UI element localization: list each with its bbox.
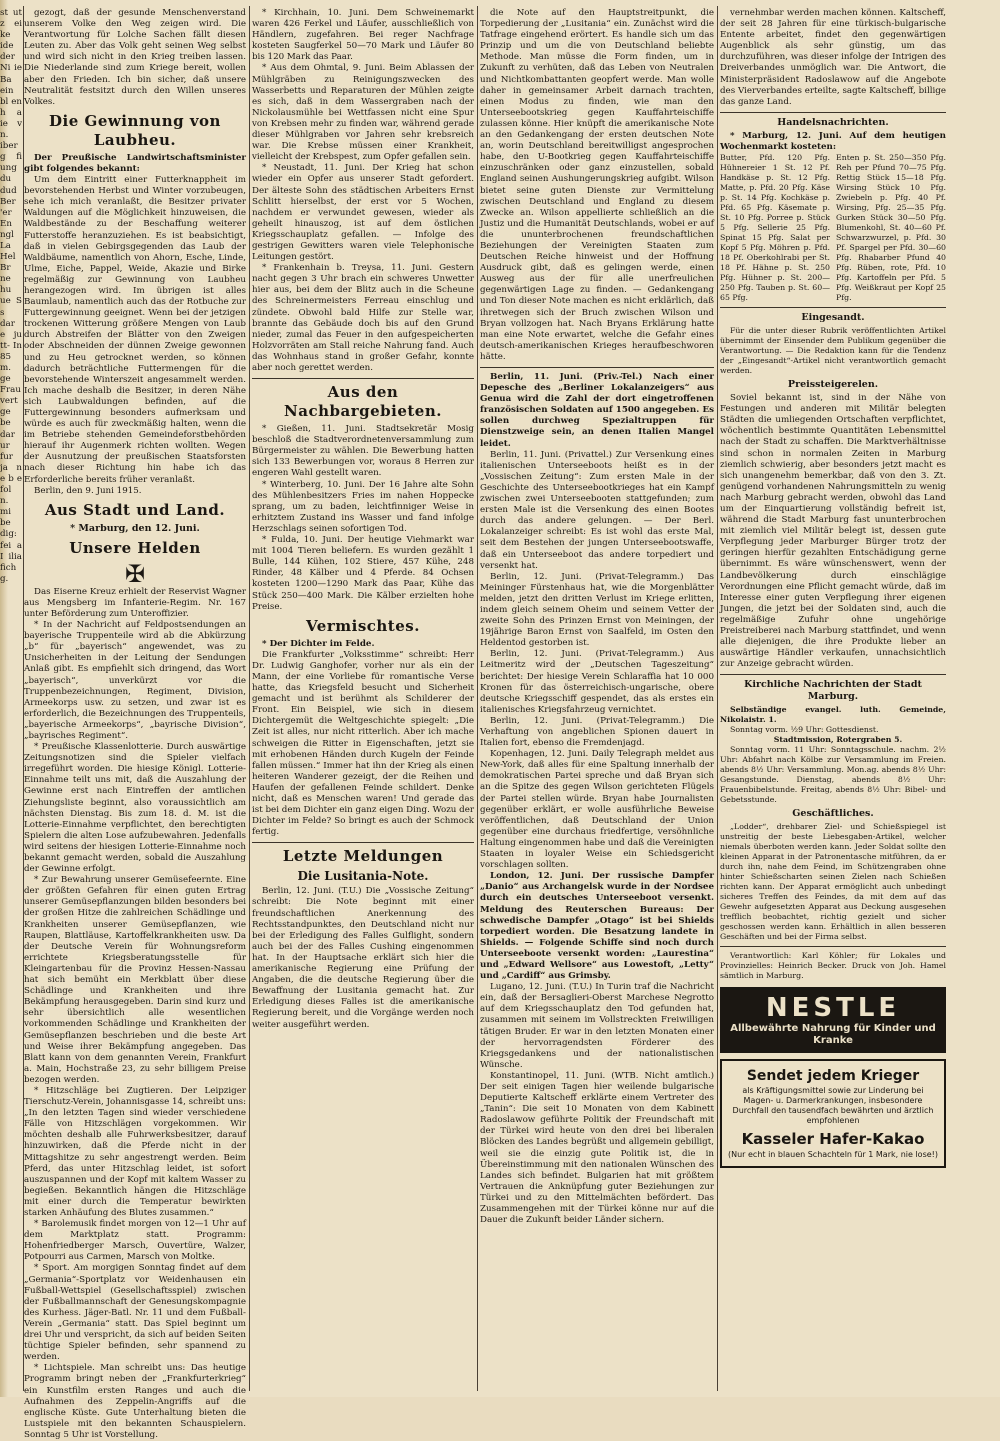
column-4 [720, 8, 946, 1389]
dateline-marburg: * Marburg, den 12. Juni. [70, 522, 200, 534]
divider [252, 378, 474, 379]
market-prices-right: Enten p. St. 250—350 Pfg. Reh per Pfund 70—75 Pfg. Rettig Stück 15—18 Pfg. Wirsing Stück 10 Pfg. Zwiebeln p. Pfg. 40 Pf. Wirsing, Pfg. 25—35 Pfg. Gurken Stück 30—50 Pfg. Blumenkohl, St. 40—60 Pf. Schwarzwurzel, p. Pfd. 30 Pf. Spargel per Pfd. 30—60 Pfg. Rhabarber Pfund 40 Pfg. Rüben, rote, Pfd. 10 Pfg. Kartoffeln per Pfd. 5 Pfg. Weißkraut per Kopf 25 Pfg. [836, 153, 946, 303]
sport-text: * Sport. Am morgigen Sonntag findet auf dem „Germania“-Sportplatz vor Weidenhausen ein Fußball-Wettspiel (Gesellschaftsspiel) zwischen der Fußballmannschaft der Genesungskompagnie des Kurhess. Jäger-Batl. Nr. 11 und dem Fußball-Verein „Germania“ statt. Das Spiel beginnt um drei Uhr und verspricht, da sich auf beiden Seiten tüchtige Spieler befinden, sehr spannend zu werden. [24, 1263, 246, 1363]
kirch1-title: Selbständige evangel. luth. Gemeinde, Nikolaistr. 1. [720, 705, 946, 725]
column-2 [252, 8, 474, 1389]
kirchhain-text: * Kirchhain, 10. Juni. Dem Schweinemarkt waren 426 Ferkel und Läufer, ausschließlich von Händlern, zugefahren. Bei reger Nachfrage kosteten Saugferkel 50—70 Mark und Läufer 80 bis 120 Mark das Paar. [252, 8, 474, 63]
kirch2-text: Sonntag vorm. 11 Uhr: Sonntagsschule. nachm. 2½ Uhr: Abfahrt nach Kölbe zur Versammlung im Freien. abends 8½ Uhr: Versammlung. Mon.ag. abends 8½ Uhr: Gesangstunde. Dienstag, abends 8½ Uhr: Frauenbibelstunde. Freitag, abends 8½ Uhr: Bibel- und Gebetsstunde. [720, 745, 946, 805]
dichter-text: Die Frankfurter „Volksstimme“ schreibt: Herr Dr. Ludwig Ganghofer, vorher nur als ein der Mann, der eine Vorliebe für romantische Verse hatte, das Kriegsfeld besucht und Sicherheit gemacht und ist berühmt als Schilderer der Front. Ein Beispiel, wie sich in diesem Dichtergemüt die Weltgeschichte spiegelt: „Die Zeit ist alles, nur nicht ritterlich. Aber ich mache schweigen die Ritter in Eigenschaften, jetzt sie mit erhobenen Händen durch Kugeln der Feinde fallen müssen.“ Immer hat ihn der Krieg als einen heiteren Wanderer gezeigt, der die Reihen und Haufen der gefallenen Feinde schildert. Denke nicht, daß es Menschen waren! Und gerade das ist bei dem Dichter ein ganz eigen Ding. Wozu der Dichter im Felde? So bringt es auch der Schmock fertig. [252, 649, 474, 838]
headline-stadt-land: Aus Stadt und Land. [44, 500, 226, 519]
neustadt-text: * Neustadt, 11. Juni. Der Krieg hat schon wieder ein Opfer aus unserer Stadt gefordert. Der älteste Sohn des städtischen Arbeiters Ernst Schlitt hierselbst, der erst vor 5 Wochen, nachdem er verwundet gewesen, wieder als geheilt hinauszog, ist auf dem östlichen Kriegsschauplatz gefallen. — Infolge des gestrigen Gewitters waren viele Telephonische Leitungen gestört. [252, 163, 474, 263]
fragment-text: st ut z ei ke ide der Ni ie Ba ein bl en h a ie v n. iber g fi ung du dud Ber 'er En ngl La Hel Br ne hu ue S s dar e ju tt- In 85 m. ge Frau vert ge be dar ur fur ja n e b e fol n. mi be dig: fei a I ilia fich g. [0, 8, 22, 584]
headline-kirchliche: Kirchliche Nachrichten der Stadt Marburg. [744, 679, 922, 703]
lotterie-text: * Preußische Klassenlotterie. Durch auswärtige Zeitungsnotizen sind die Spieler vielfach irregeführt worden. Die hiesige Königl. Lotterie-Einnahme teilt uns mit, daß die Auszahlung der Gewinne erst nach Eintreffen der amtlichen Ziehungsliste beginnt, also voraussichtlich am nächsten Dienstag. Bis zum 18. d. M. ist die Lotterie-Einnahme verpflichtet, den berechtigten Spielern die alten Lose aufzubewahren. Jedenfalls wird seitens der hiesigen Lotterie-Einnahme noch bekannt gemacht werden, sobald die Auszahlung der Gewinne erfolgt. [24, 742, 246, 875]
kakao-brand: Kasseler Hafer-Kakao [741, 1130, 925, 1149]
iron-cross-icon: ✠ [124, 559, 146, 588]
headline-laubheu: Die Gewinnung von Laubheu. [49, 111, 221, 149]
divider [720, 112, 946, 113]
markt-head: * Marburg, 12. Juni. Auf dem heutigen Wochenmarkt kosteten: [720, 130, 946, 152]
divider [480, 367, 714, 368]
kirch1-text: Sonntag vorm. ½9 Uhr: Gottesdienst. [730, 725, 879, 735]
dichter-subhead: * Der Dichter im Felde. [262, 638, 375, 649]
gesch-text: „Lodder“, drehbarer Ziel- und Schießspiegel ist unstreitig der beste Liebesgaben-Artikel, welcher niemals überboten werden kann. Jeder Soldat sollte den kleinen Apparat in der Patronentasche mitführen, da er durch ihn, nahe dem Feind, im Schützengraben ohne hinter Schießscharten seinen Zielen nach Schießen richten kann. Der Apparat ermöglicht auch unbedingt sicheres Treffen des Feindes, da mit dem auf das Gewehr aufgesetzten Apparat aus Deckung ausgesehen trefflich beobachtet, richtig gezielt und sicher geschossen werden kann. Erhältlich in allen besseren Geschäften und bei der Firma selbst. [720, 822, 946, 942]
column-3 [480, 8, 714, 1389]
kakao-ad [720, 1059, 946, 1167]
headline-eingesandt: Eingesandt. [801, 312, 865, 324]
divider [720, 307, 946, 308]
lugano-text: Lugano, 12. Juni. (T.U.) In Turin traf die Nachricht ein, daß der Bersaglieri-Oberst Marchese Negrotto auf dem Kriegsschauplatz den Tod gefunden hat, zusammen mit seinem im Vollstreckten Freiwilligen tätigen Bruder. Er war in den letzten Monaten einer der hervorragendsten Förderer des Kriegsgedankens und der nationalistischen Wünsche. [480, 982, 714, 1070]
column-rule [477, 6, 478, 1391]
column-rule [249, 6, 250, 1391]
headline-vermischtes: Vermischtes. [306, 616, 420, 635]
laub-text: Um dem Eintritt einer Futterknappheit im bevorstehenden Herbst und Winter vorzubeugen, sehe ich mich veranlaßt, die Besitzer privater Waldungen auf die Möglichkeit hinzuweisen, die Waldbestände zu der Beschaffung weiterer Futterstoffe heranzuziehen. Es ist beabsichtigt, daß in vielen Gebirgsgegenden das Laub der Waldbäume, namentlich von Ahorn, Esche, Linde, Ulme, Eiche, Pappel, Weide, Akazie und Birke regelmäßig zur Gewinnung von Laubheu herangezogen wird. Im übrigen ist alles Baumlaub, namentlich auch das der Rotbuche zur Futtergewinnung geeignet. Wenn bei der jetzigen trockenen Witterung größere Mengen von Laub durch Abstreifen der Blätter von den Zweigen oder Abschneiden der dünnen Zweige gewonnen und zu Heu getrocknet werden, so können dadurch beträchtliche Futtermengen für die bevorstehende Winterszeit angesammelt werden. Ich mache deshalb die Besitzer, in deren Nähe sich Laubwaldungen befinden, auf die Futtergewinnung besonders aufmerksam und würde es auch für zweckmäßig halten, wenn die im Betriebe stehenden Gemeindeforstbehörden hierauf ihr Augenmerk richten wollten. Wegen der Ausnutzung der preußischen Staatsforsten nach dieser Richtung hin habe ich das Erforderliche bereits früher veranlaßt. [24, 175, 246, 485]
barole-text: * Barolemusik findet morgen von 12—1 Uhr auf dem Marktplatz statt. Programm: Hohenfriedberger Marsch, Ouvertüre, Walzer, Potpourri aus Carmen, Marsch von Moltke. [24, 1219, 246, 1263]
nestle-slogan: Allbewährte Nahrung für Kinder und Kranke [730, 1023, 936, 1047]
kakao-note: (Nur echt in blauen Schachteln für 1 Mark, nie lose!) [728, 1149, 938, 1159]
headline-handelsnachrichten: Handelsnachrichten. [777, 116, 889, 128]
col3-lead: die Note auf den Hauptstreitpunkt, die Torpedierung der „Lusitania“ ein. Zunächst wird die Tatfrage eingehend erörtert. Es handle sich um das Prinzip und um die von Deutschland beliebte Methode. Man müsse die Form finden, um in Zukunft zu verhüten, daß das Leben von Neutralen und Nichtkombattanten geopfert werde. Man wolle daher in gemeinsamer Arbeit darnach trachten, einen Modus zu finden, wie man den Unterseebootskrieg gegen Kauffahrteischiffe zulassen könne. Hier knüpft die amerikanische Note an den Gedankengang der ersten deutschen Note an, worin Deutschland bereitwilligst angesprochen habe, den U-Bootkrieg gegen Kauffahrteischiffe einzuschränken oder ganz einzustellen, sobald England seinen Aushungerungskrieg aufgibt. Wilson bietet seine guten Dienste zur Vermittelung zwischen Deutschland und England zu diesem Zwecke an. Wilson appellierte schließlich an die Justiz und die Humanität Deutschlands, wobei er auf die ununterbrochenen freundschaftlichen Beziehungen der Vereinigten Staaten zum Deutschen Reiche hinweist und der Hoffnung Ausdruck gibt, daß es gelingen werde, einen Ausweg aus der für alle unerfreulichen gegenwärtigen Lage zu finden. — Gedankengang und Ton dieser Note machen es nicht erklärlich, daß ihretwegen sich der Bruch zwischen Wilson und Bryan vollzogen hat. Nach Bryans Erklärung hatte man eine Note erwartet, welche die Gefahr eines deutsch-amerikanischen Krieges heraufbeschworen hätte. [480, 8, 714, 362]
lusitania-text: Berlin, 12. Juni. (T.U.) Die „Vossische Zeitung“ schreibt: Die Note beginnt mit einer freundschaftlichen Anerkennung des Rechtsstandpunktes, den Deutschland nicht nur bei der Erledigung des Falles Gulflight, sondern auch bei der des Falles Cushing eingenommen hat. In der Hauptsache erklärt sich hier die amerikanische Regierung eine Prüfung der Angaben, die die deutsche Regierung über die Bewaffnung der Lusitania gemacht hat. Zur Erledigung dieses Falles ist die amerikanische Regierung bereit, und die Vorgänge werden noch weiter ausgeführt werden. [252, 886, 474, 1030]
winterberg-text: * Winterberg, 10. Juni. Der 16 Jahre alte Sohn des Mühlenbesitzers Fries im nahen Hoppecke sprang, um zu baden, leichtfinniger Weise in erhitztem Zustand ins Wasser und fand infolge Herzschlags seinen sofortigen Tod. [252, 479, 474, 534]
divider [720, 674, 946, 675]
nestle-logo: NESTLE [765, 993, 901, 1024]
nestle-ad [720, 987, 946, 1053]
laub-date: Berlin, den 9. Juni 1915. [34, 485, 142, 496]
berlin5-text: Berlin, 12. Juni. (Privat-Telegramm.) Die Verhaftung von angeblichen Spionen dauert in Italien fort, ebenso die Fremdenjagd. [480, 715, 714, 749]
fulda-text: * Fulda, 10. Juni. Der heutige Viehmarkt war mit 1004 Tieren beliefern. Es wurden gezählt 1 Bulle, 144 Kühen, 102 Stiere, 457 Kühe, 248 Rinder, 48 Kälber und 4 Pferde. 84 Ochsen kosteten 1200—1290 Mark das Paar, Kühe das Stück 250—400 Mark. Die Kälber erzielten hohe Preise. [252, 535, 474, 612]
berlin3-text: Berlin, 12. Juni. (Privat-Telegramm.) Das Meininger Fürstenhaus hat, wie die Morgenblätter melden, jetzt den dritten Verlust im Kriege erlitten, indem gleich seinem Oheim und seinem Vetter der zweite Sohn des Prinzen Ernst von Meiningen, der 19jährige Baron Ernst von Saalfeld, im Osten den Heldentod gestorben ist. [480, 571, 714, 649]
divider [252, 842, 474, 843]
headline-preissteigerung: Preissteigerelen. [787, 379, 879, 391]
headline-lusitania-note: Die Lusitania-Note. [297, 869, 429, 884]
col4-lead: vernehmbar werden machen können. Kaltscheff, der seit 28 Jahren für eine türkisch-bulgarische Entente arbeitet, findet den gegenwärtigen Augenblick als sehr günstig, um das durchzuführen, was dieser infolge der Intrigen des Dreiverbandes unmöglich war. Die Antwort, die Ministerpräsident Radoslawow auf die Angebote des Vierverbandes erteilte, sagte Kaltscheff, billige das ganze Land. [720, 8, 946, 107]
helden-text: Das Eiserne Kreuz erhielt der Reservist Wagner aus Mengsberg im Infanterie-Regim. Nr. 167 unter Beförderung zum Unteroffizier. [24, 586, 246, 619]
market-prices [720, 153, 946, 303]
depesche-text: Berlin, 11. Juni. (Priv.-Tel.) Nach einer Depesche des „Berliner Lokalanzeigers“ aus Genua wird die Zahl der dort eingetroffenen französischen Soldaten auf 1500 angegeben. Es sollen durchweg Spezialtruppen für Dienstzweige sein, an denen Italien Mangel leidet. [480, 372, 714, 449]
preis-text: Soviel bekannt ist, sind in der Nähe von Festungen und anderen mit Militär belegten Städten die umliegenden Ortschaften verpflichtet, wöchentlich bestimmte Quantitäten Lebensmittel nach der Stadt zu schaffen. Die Marktverhältnisse sind schon in normalen Zeiten in Marburg ziemlich schwierig, aber besonders jetzt macht es sich unangenehm bemerkbar, daß von den 3. Zt. genügend vorhandenen Nahrungsmitteln zu wenig nach Marburg gebracht werden, obwohl das Land um der Einquartierung vollständig befreit ist, während die Stadt Marburg fast ununterbrochen mit ziemlich viel Militär belegt ist, dessen gute Verpflegung jeder Marburger Bürger trotz der geringen hierfür gezahlten Entschädigung gerne übernimmt. Es wäre wünschenswert, wenn der Landbevölkerung durch einschlägige Verordnungen eine Pflicht gemacht würde, daß im Interesse einer guten Verpflegung ihrer eigenen Jungen, die jetzt bei der Soldaten sind, auch die regelmäßige Zufuhr ohne ungehörige Preistreiberei nach Marburg stattfindet, und wenn alle diejenigen, die ihre Produkte lieber an auswärtige Händler verkaufen, unnachsichtlich zur Anzeige gebracht würden. [720, 393, 946, 670]
treysa-text: * Frankenhain b. Treysa, 11. Juni. Gestern nacht gegen 3 Uhr brach ein schweres Unwetter hier aus, bei dem der Blitz auch in die Scheune des Schreinermeisters Ferreau einschlug und zündete. Obwohl bald Hilfe zur Stelle war, brannte das Gebäude doch bis auf den Grund nieder, zumal das Feuer in den aufgespeicherten Holzvorräten am Stall reiche Nahrung fand. Auch das Wohnhaus stand in großer Gefahr, konnte aber noch gerettet werden. [252, 263, 474, 373]
headline-helden: Unsere Helden [69, 538, 201, 557]
laub-subhead: Der Preußische Landwirtschaftsminister gibt folgendes bekannt: [24, 152, 246, 174]
market-prices-left: Butter, Pfd. 120 Pfg. Hühnereier 1 St. 12 Pf. Handkäse p. St. 12 Pfg. Matte, p. Pfd. 20 Pfg. Käse p. St. 14 Pfg. Kochkäse p. Pfd. 65 Pfg. Käsemate p. St. 10 Pfg. Porree p. Stück 5 Pfg. Sellerie 25 Pfg. Spinat 15 Pfg. Salat per Kopf 5 Pfg. Möhren p. Pfd. 18 Pf. Oberkohlrabi per St. 18 Pf. Hähne p. St. 250 Pfg. Hühner p. St. 200—250 Pfg. Tauben p. St. 60—65 Pfg. [720, 153, 830, 303]
kakao-headline: Sendet jedem Krieger [746, 1068, 920, 1085]
hitze-text: * Hitzschläge bei Zugtieren. Der Leipziger Tierschutz-Verein, Johannisgasse 14, schreibt uns: „In den letzten Tagen sind wieder verschiedene Fälle von Hitzschlägen vorgekommen. Wir möchten deshalb alle Fuhrwerksbesitzer, darauf hinzuwirken, daß die Pferde nicht in der Mittagshitze zu sehr angestrengt werden. Beim Pferd, das unter Hitzschlag leidet, ist sofort auszuspannen und der Kopf mit kaltem Wasser zu begießen. Bekanntlich hängen die Hitzschläge mit einer durch die Temperatur bewirkten starken Anhäufung des Blutes zusammen.“ [24, 1085, 246, 1218]
column-rule [717, 6, 718, 1391]
kakao-body: als Kräftigungsmittel sowie zur Linderung bei Magen- u. Darmerkrankungen, insbesondere Durchfall den tausendfach bewährten und ärztlich empfohlenen [732, 1086, 934, 1126]
ohmtal-text: * Aus dem Ohmtal, 9. Juni. Beim Ablassen der Mühlgräben zu Reinigungszwecken des Wasserbetts und Reparaturen der Mühlen zeigte es sich, daß in dem Wassergraben nach der Nickolausmühle bei Wettfassen nicht eine Spur von Krebsen mehr zu finden war, während gerade dieser Mühlgraben vor Jahren sehr krebsreich war. Die Krebse müssen einer Krankheit, vielleicht der Krebspest, zum Opfer gefallen sein. [252, 63, 474, 163]
konstantinopel-text: Konstantinopel, 11. Juni. (WTB. Nicht amtlich.) Der seit einigen Tagen hier weilende bulgarische Deputierte Kaltscheff erklärte einem Vertreter des „Tanin“: Die seit 10 Monaten von dem Kabinett Radoslawow geführte Politik der Freundschaft mit der Türkei wird heute von den drei bei liberalen Blöcken des Landes begrüßt und allgemein gebilligt, weil sie die einzig gute Politik ist, die in Übereinstimmung mit den nationalen Wünschen des Landes sich befindet. Bulgarien hat mit größtem Vertrauen die Anknüpfung guter Beziehungen zur Türkei und zu den Mittelmächten befördert. Das Zusammengehen mit der Türkei könne nur auf die Dauer die Zukunft beider Länder sichern. [480, 1070, 714, 1226]
bayer-text: * In der Nachricht auf Feldpostsendungen an bayerische Truppenteile wird ab die Abkürzung „b“ für „bayerisch“ angewendet, was zu Unsicherheiten in der Leitung der Sendungen Anlaß gibt. Es empfiehlt sich dringend, das Wort „bayerisch“, unverkürzt vor die Truppenbezeichnungen, Regiment, Division, Armeekorps usw. zu setzen, und zwar ist es erforderlich, die Bezeichnungen des Truppenteils, „bayerische Armeekorps“, „bayrische Division“, „bayrisches Regiment“. [24, 620, 246, 741]
verantwortlich-text: Verantwortlich: Karl Köhler; für Lokales und Provinzielles: Heinrich Becker. Druck von Joh. Hamel sämtlich in Marburg. [720, 951, 946, 981]
gemuese-text: * Zur Bewahrung unserer Gemüsefeernte. Eine der größten Gefahren für einen guten Ertrag unserer Gemüsepflanzungen bilden besonders bei der großen Hitze die zahlreichen Schädlinge und Krankheiten unserer Gemüsepflanzen, wie Raupen, Blattläuse, Kartoffelkrankheiten usw. Da der Deutsche Verein für Wohnungsreform errichtete Kriegsberatungsstelle für Kleingartenbau für die Provinz Hessen-Nassau hat sich bemüht ein Merkblatt über diese Schädlinge und Krankheiten und ihre Bekämpfung herausgegeben. Darin sind kurz und sehr übersichtlich alle wesentlichen vorkommenden Schädlinge und Krankheiten der Gemüsepflanzen beschrieben und die beste Art und Weise ihrer Bekämpfung angegeben. Das Blatt kann von dem genannten Verein, Frankfurt a. Main, Hochstraße 23, zu sehr billigem Preise bezogen werden. [24, 875, 246, 1085]
headline-letzte-meldungen: Letzte Meldungen [282, 847, 444, 866]
london-text: London, 12. Juni. Der russische Dampfer „Danio“ aus Archangelsk wurde in der Nordsee durch ein deutsches Unterseeboot versenkt. Meldung des Reuterschen Bureaus: Der schwedische Dampfer „Otago“ ist bei Shields torpediert worden. Die Besatzung landete in Shields. — Folgende Schiffe sind noch durch Unterseeboote versenkt worden: „Laurestina“ und „Edward Wellsore“ aus Lowestoft, „Letty“ und „Cardiff“ aus Grimsby. [480, 871, 714, 982]
lichtspiele-text: * Lichtspiele. Man schreibt uns: Das heutige Programm bringt neben der „Frankfurterkrieg“ ein Kunstfilm ersten Ranges und auch die Aufnahmen des Zeppelin-Angriffs auf die englische Küste. Gute Unterhaltung bieten die Lustspiele mit den bekannten Schauspielern. Sonntag 5 Uhr ist Vorstellung. [24, 1363, 246, 1440]
berlin2-text: Berlin, 11. Juni. (Privattel.) Zur Versenkung eines italienischen Unterseeboots heißt es in der „Vossischen Zeitung“: Zum ersten Male in der Geschichte des Unterseebootkrieges hat ein Kampf zwischen zwei Unterseebooten stattgefunden; zum ersten Male ist die Versenkung des einen Bootes durch das andere gelungen. — Der Berl. Lokalanzeiger schreibt: Es ist wohl das erste Mal, seit dem Bestehen der jungen Unterseebootswaffe, daß ein Unterseeboot das andere torpediert und versenkt hat. [480, 449, 714, 571]
headline-geschaeftliches: Geschäftliches. [792, 808, 874, 820]
berlin4-text: Berlin, 12. Juni. (Privat-Telegramm.) Aus Leitmeritz wird der „Deutschen Tageszeitung“ berichtet: Der hiesige Verein Schlaraffia hat 10 000 Kronen für das österreichisch-ungarische, obere deutsche Kriegsschiff gespendet, das als erstes ein italienisches Kriegsfahrzeug vernichtet. [480, 649, 714, 715]
kopenhagen-text: Kopenhagen, 12. Juni. Daily Telegraph meldet aus New-York, daß alles für eine Spaltung innerhalb der demokratischen Partei spreche und daß Bryan sich an die Spitze des gegen Wilson gerichteten Flügels der Partei stellen würde. Bryan habe Journalisten gegenüber erklärt, er wolle ausführliche Beweise veröffentlichen, daß Deutschland der Union gegenüber eine durchaus friedfertige, versöhnliche Haltung eingenommen habe und daß die Vereinigten Staaten in loyaler Weise ein Schiedsgericht vorschlagen sollten. [480, 749, 714, 871]
headline-nachbargebiete: Aus den Nachbargebieten. [284, 383, 442, 421]
col1-lead: gezogt, daß der gesunde Menschenverstand unserem Volke den Weg zeigen wird. Die Verantwortung für Lolche Sachen fällt diesen Leuten zu. Aber das Volk geht seinen Weg selbst und wird sich nicht in den Krieg treiben lassen. Die Niederlande sind zum Kriege bereit, wollen aber den Frieden. Ich bin sicher, daß unsere Neutralität festsitzt durch den Willen unseres Volkes. [24, 8, 246, 107]
eingesandt-note: Für die unter dieser Rubrik veröffentlichten Artikel übernimmt der Einsender dem Publikum gegenüber die Verantwortung. — Die Redaktion kann für die Tendenz der „Eingesandt“-Artikel nicht verantwortlich gemacht werden. [720, 326, 946, 376]
kirch2-title: Stadtmission, Rotergraben 5. [773, 735, 903, 745]
giessen-text: * Gießen, 11. Juni. Stadtsekretär Mosig beschloß die Stadtverordnetenversammlung zum Bürgermeister zu wählen. Die Bewerbung hatten sich 133 Bewerbungen vor, woraus 8 Herren zur engeren Wahl gestellt waren. [252, 424, 474, 479]
column-1 [24, 8, 246, 1440]
column-fragment-left [0, 8, 22, 1389]
divider [720, 946, 946, 947]
